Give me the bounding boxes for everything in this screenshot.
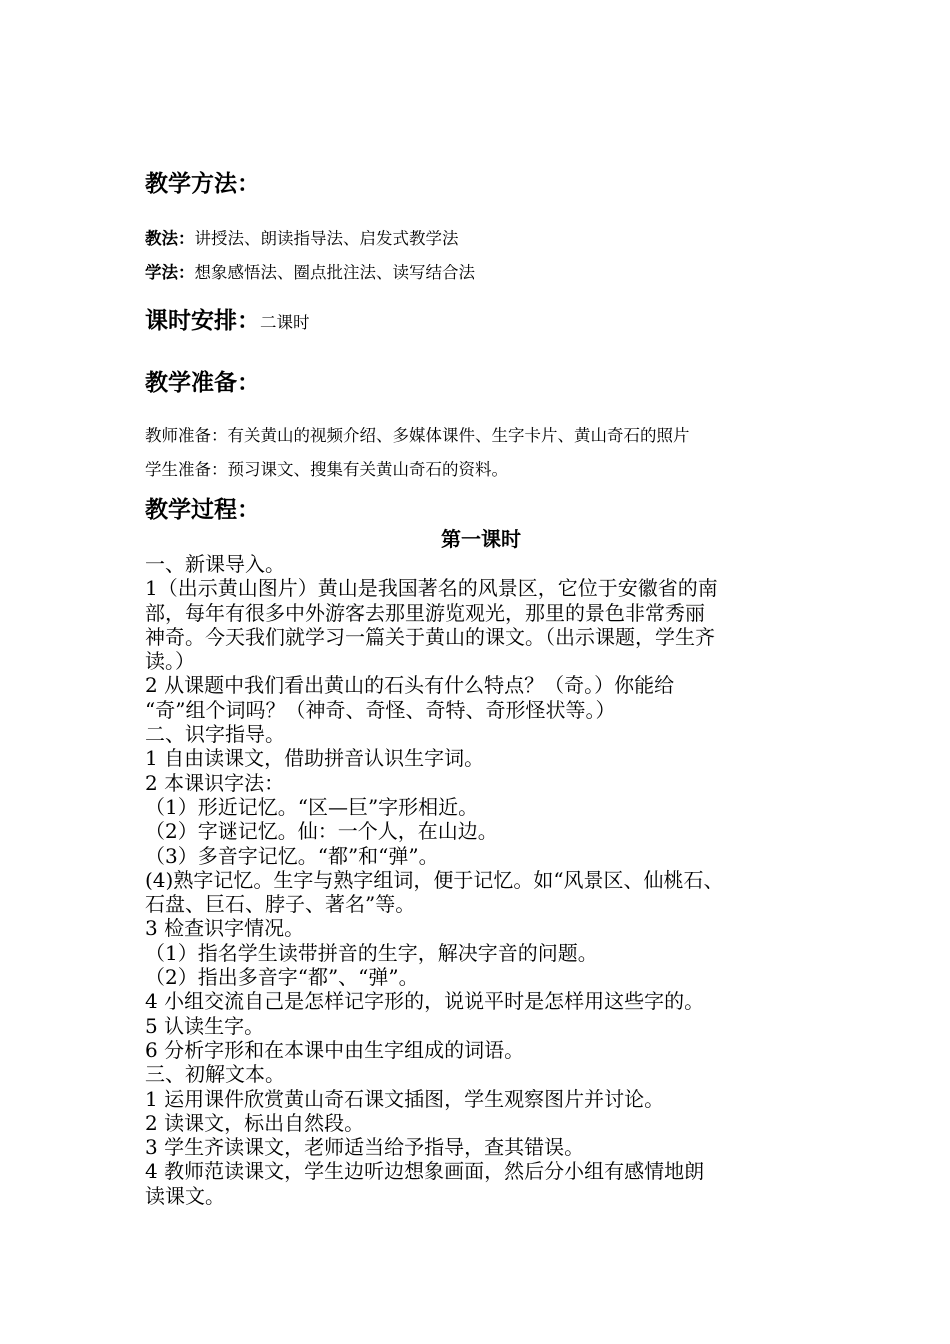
preparation-heading: 教学准备： bbox=[145, 370, 260, 396]
process-line: （1）形近记忆。“区—巨”字形相近。 bbox=[145, 794, 479, 819]
process-line: 5 认读生字。 bbox=[145, 1013, 265, 1038]
teacher-method-label: 教法： bbox=[145, 229, 195, 248]
process-line: 1 运用课件欣赏黄山奇石课文插图，学生观察图片并讨论。 bbox=[145, 1086, 665, 1111]
process-line: 1 自由读课文，借助拼音认识生字词。 bbox=[145, 746, 485, 771]
process-line: 石盘、巨石、脖子、著名”等。 bbox=[145, 892, 416, 917]
process-line: 二、识字指导。 bbox=[145, 722, 285, 747]
student-preparation: 学生准备：预习课文、搜集有关黄山奇石的资料。 bbox=[145, 460, 508, 479]
student-method-value: 想象感悟法、圈点批注法、读写结合法 bbox=[194, 263, 475, 282]
process-heading: 教学过程： bbox=[145, 497, 260, 523]
process-line: （1）指名学生读带拼音的生字，解决字音的问题。 bbox=[145, 940, 598, 965]
process-line: 4 小组交流自己是怎样记字形的，说说平时是怎样用这些字的。 bbox=[145, 989, 705, 1014]
process-line: 2 从课题中我们看出黄山的石头有什么特点？（奇。）你能给 bbox=[145, 673, 675, 698]
process-line: 3 检查识字情况。 bbox=[145, 916, 305, 941]
process-line: 三、初解文本。 bbox=[145, 1062, 285, 1087]
process-line: （2）字谜记忆。仙：一个人，在山边。 bbox=[145, 819, 498, 844]
schedule-heading: 课时安排： bbox=[145, 308, 260, 334]
schedule-value: 二课时 bbox=[260, 313, 310, 332]
document-page bbox=[145, 168, 817, 1208]
process-body bbox=[145, 552, 817, 1208]
schedule-line bbox=[145, 305, 817, 339]
process-line: 3 学生齐读课文，老师适当给予指导，查其错误。 bbox=[145, 1135, 585, 1160]
student-method-label: 学法： bbox=[145, 263, 195, 282]
student-method-line bbox=[145, 261, 817, 285]
process-line: （3）多音字记忆。“都”和“弹”。 bbox=[145, 843, 439, 868]
teaching-methods-heading: 教学方法： bbox=[145, 171, 260, 197]
teacher-method-value: 讲授法、朗读指导法、启发式教学法 bbox=[194, 229, 459, 248]
process-line: “奇”组个词吗？（神奇、奇怪、奇特、奇形怪状等。） bbox=[145, 697, 616, 722]
process-line: （2）指出多音字“都”、“弹”。 bbox=[145, 965, 419, 990]
process-line: 2 本课识字法： bbox=[145, 770, 285, 795]
process-line: 2 读课文，标出自然段。 bbox=[145, 1110, 365, 1135]
teacher-preparation: 教师准备：有关黄山的视频介绍、多媒体课件、生字卡片、黄山奇石的照片 bbox=[145, 426, 690, 445]
process-line: 6 分析字形和在本课中由生字组成的词语。 bbox=[145, 1037, 525, 1062]
lesson-title: 第一课时 bbox=[441, 527, 521, 551]
process-line: 读课文。 bbox=[145, 1183, 225, 1208]
process-line: 一、新课导入。 bbox=[145, 552, 285, 576]
process-line: 1（出示黄山图片）黄山是我国著名的风景区，它位于安徽省的南 bbox=[145, 576, 718, 601]
process-line: 神奇。今天我们就学习一篇关于黄山的课文。（出示课题，学生齐 bbox=[145, 624, 715, 649]
process-line: 读。） bbox=[145, 649, 195, 674]
process-line: 4 教师范读课文，学生边听边想象画面，然后分小组有感情地朗 bbox=[145, 1159, 705, 1184]
teacher-method-line bbox=[145, 227, 817, 251]
process-line: (4)熟字记忆。生字与熟字组词，便于记忆。如“风景区、仙桃石、 bbox=[145, 867, 724, 892]
process-line: 部，每年有很多中外游客去那里游览观光，那里的景色非常秀丽 bbox=[145, 600, 705, 625]
